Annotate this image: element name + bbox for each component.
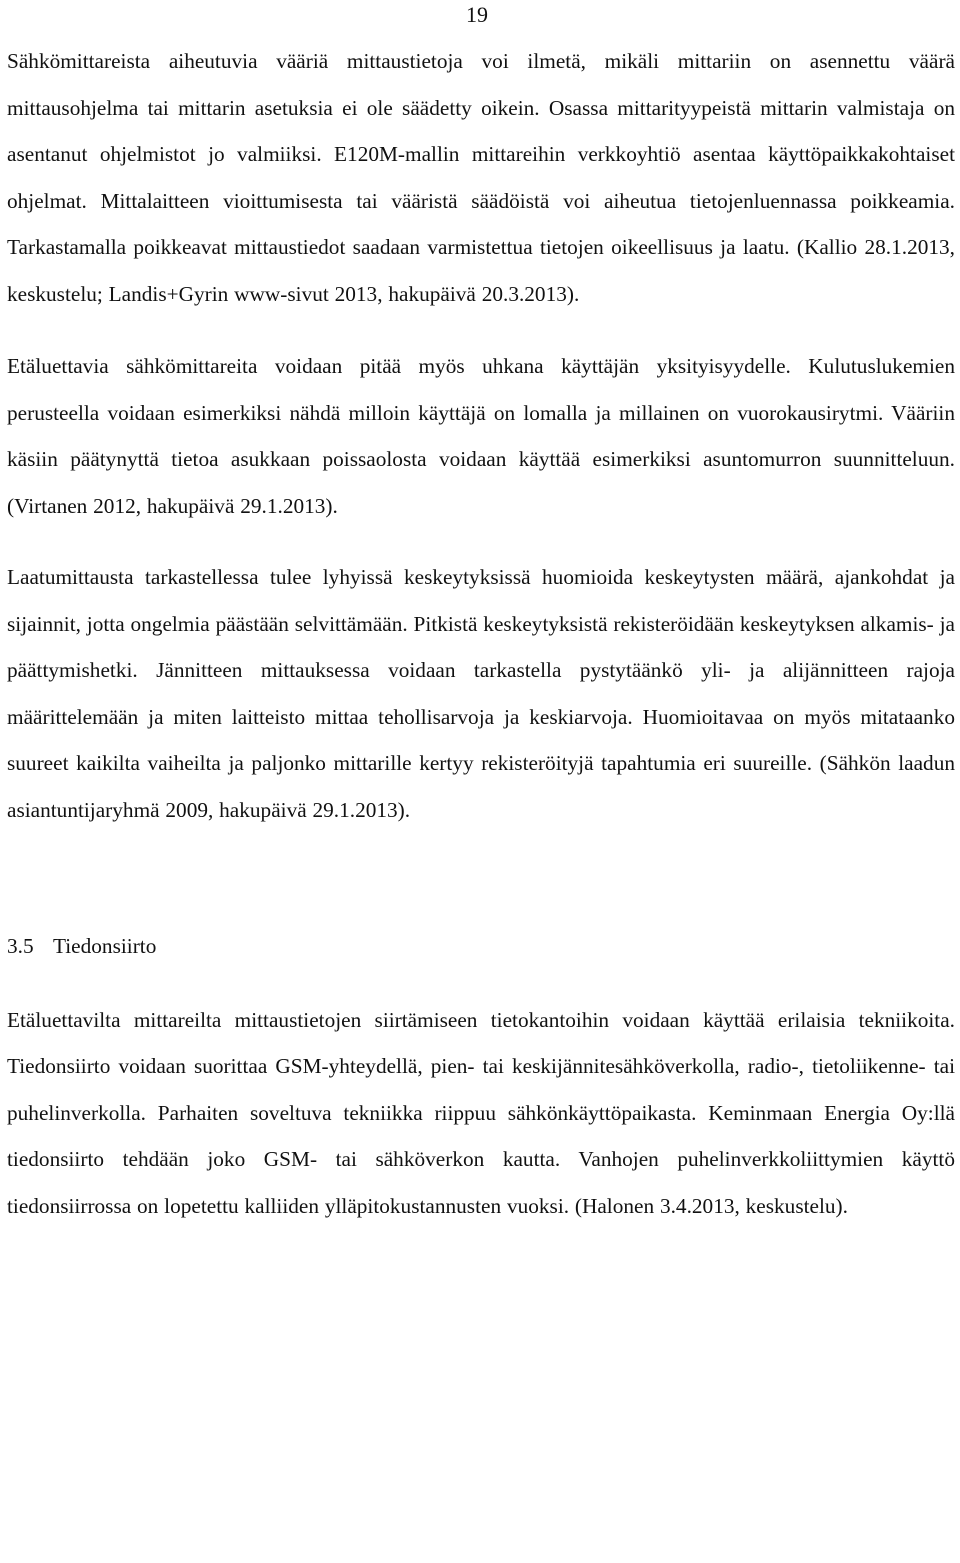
paragraph-spacer (7, 529, 955, 554)
paragraph-measurement-errors: Sähkömittareista aiheutuvia vääriä mittaustietoja voi ilmetä, mikäli mittariin on asennettu väärä mittausohjelma tai mittarin asetuksia ei ole säädetty oikein. Osassa mittarityypeistä mittarin valmistaja on asentanut ohjelmistot jo valmiiksi. E120M-mallin mittareihin verkkoyhtiö asentaa käyttöpaikkakohtaiset ohjelmat. Mittalaitteen vioittumisesta tai vääristä säädöistä voi aiheutua tietojenluennassa poikkeamia. Tarkastamalla poikkeavat mittaustiedot saadaan varmistettua tietojen oikeellisuus ja laatu. (Kallio 28.1.2013, keskustelu; Landis+Gyrin www-sivut 2013, hakupäivä 20.3.2013). (7, 49, 955, 306)
section-number: 3.5 (7, 934, 34, 958)
section-heading (7, 923, 955, 970)
page-number: 19 (466, 2, 488, 27)
section-spacer (7, 833, 955, 923)
document-body (7, 38, 955, 1229)
paragraph-data-transfer: Etäluettavilta mittareilta mittaustietojen siirtämiseen tietokantoihin voidaan käyttää erilaisia tekniikoita. Tiedonsiirto voidaan suorittaa GSM-yhteydellä, pien- tai keskijännitesähköverkolla, radio-, tietoliikenne- tai puhelinverkolla. Parhaiten soveltuva tekniikka riippuu sähkönkäyttöpaikasta. Keminmaan Energia Oy:llä tiedonsiirto tehdään joko GSM- tai sähköverkon kautta. Vanhojen puhelinverkkoliittymien käyttö tiedonsiirrossa on lopetettu kalliiden ylläpitokustannusten vuoksi. (Halonen 3.4.2013, keskustelu). (7, 1007, 955, 1218)
paragraph-spacer (7, 317, 955, 343)
section-title: Tiedonsiirto (53, 934, 157, 958)
paragraph-quality-measurement: Laatumittausta tarkastellessa tulee lyhyissä keskeytyksissä huomioida keskeytysten määrä, ajankohdat ja sijainnit, jotta ongelmia päästään selvittämään. Pitkistä keskeytyksistä rekisteröidään keskeytyksen alkamis- ja päättymishetki. Jännitteen mittauksessa voidaan tarkastella pystytäänkö yli- ja alijännitteen rajoja määrittelemään ja miten laitteisto mittaa tehollisarvoja ja keskiarvoja. Huomioitavaa on myös mitataanko suureet kaikilta vaiheilta ja paljonko mittarille kertyy rekisteröityjä tapahtumia eri suureille. (Sähkön laadun asiantuntijaryhmä 2009, hakupäivä 29.1.2013). (7, 565, 955, 822)
paragraph-spacer (7, 970, 955, 997)
paragraph-privacy: Etäluettavia sähkömittareita voidaan pitää myös uhkana käyttäjän yksityisyydelle. Kulutuslukemien perusteella voidaan esimerkiksi nähdä milloin käyttäjä on lomalla ja millainen on vuorokausirytmi. Vääriin käsiin päätynyttä tietoa asukkaan poissaolosta voidaan käyttää esimerkiksi asuntomurron suunnitteluun. (Virtanen 2012, hakupäivä 29.1.2013). (7, 354, 955, 518)
